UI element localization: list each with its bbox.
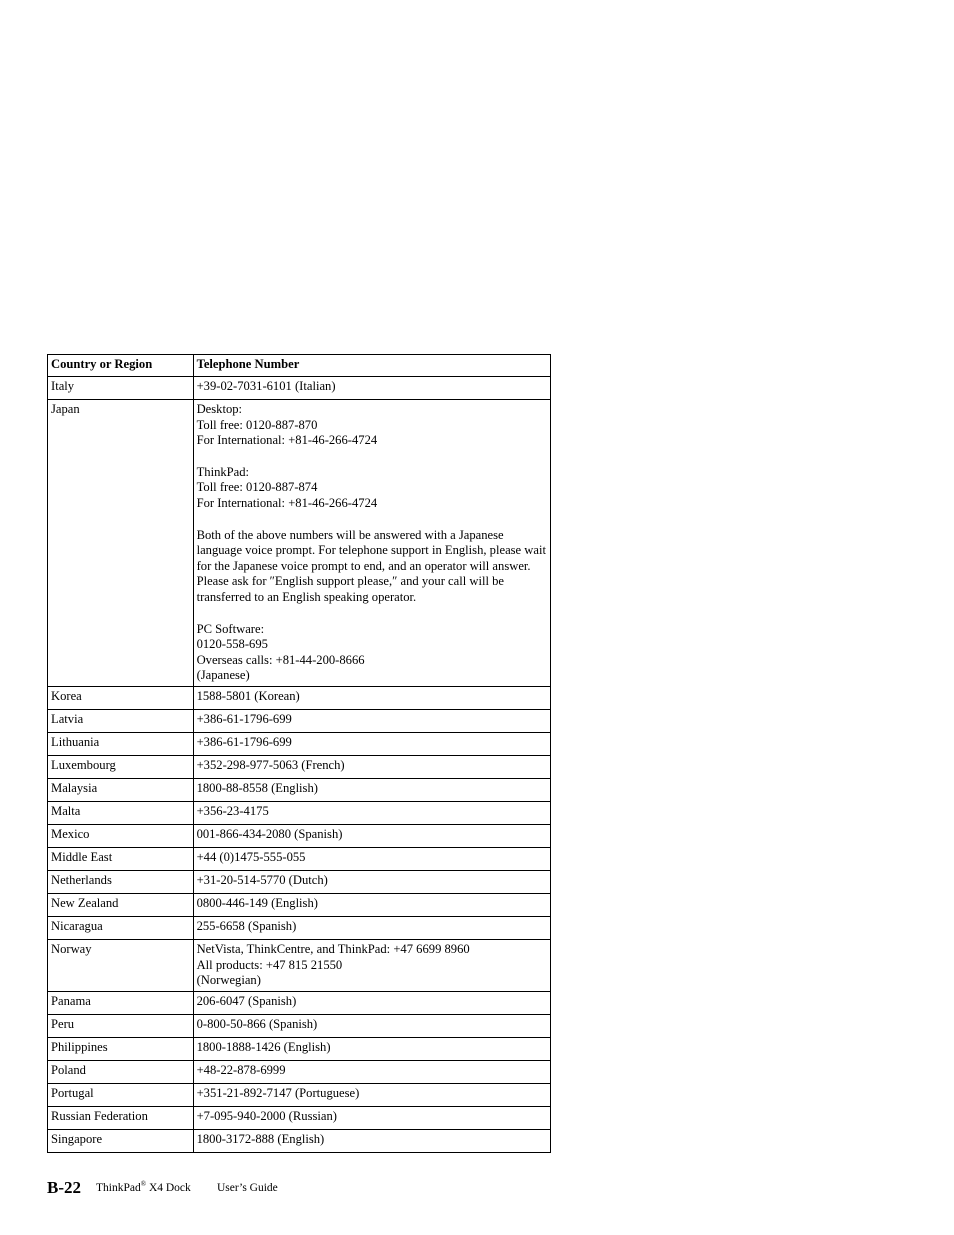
- phone-info-line: (Japanese): [196, 668, 250, 683]
- country-cell: Poland: [48, 1060, 194, 1083]
- phone-info-line: 0120-558-695: [196, 637, 268, 652]
- country-cell: Malta: [48, 801, 194, 824]
- phone-info-block: [197, 994, 547, 1010]
- table-row: [48, 893, 551, 916]
- table-row: [48, 939, 551, 991]
- phone-info-line: +352-298-977-5063 (French): [196, 757, 345, 772]
- telephone-number-cell: [193, 916, 550, 939]
- phone-info-line: 206-6047 (Spanish): [196, 993, 297, 1008]
- telephone-number-cell: [193, 755, 550, 778]
- country-cell: Panama: [48, 991, 194, 1014]
- country-cell: Malaysia: [48, 778, 194, 801]
- telephone-number-cell: [193, 1083, 550, 1106]
- phone-info-line: ThinkPad:: [196, 464, 250, 479]
- phone-info-line: For International: +81-46-266-4724: [196, 495, 378, 510]
- table-row: [48, 991, 551, 1014]
- table-row: [48, 709, 551, 732]
- registered-trademark-mark: ®: [140, 1180, 147, 1188]
- phone-info-line: (Norwegian): [196, 973, 261, 988]
- country-cell: Russian Federation: [48, 1106, 194, 1129]
- telephone-number-cell: [193, 1106, 550, 1129]
- phone-info-line: Overseas calls: +81-44-200-8666: [196, 652, 365, 667]
- telephone-number-cell: [193, 686, 550, 709]
- phone-info-block: [197, 850, 547, 866]
- table-row: [48, 1037, 551, 1060]
- telephone-number-cell: [193, 801, 550, 824]
- phone-info-line: PC Software:: [196, 621, 265, 636]
- phone-info-line: +386-61-1796-699: [196, 711, 292, 726]
- phone-info-line: All products: +47 815 21550: [196, 957, 343, 972]
- page-number: B-22: [47, 1178, 81, 1197]
- product-model: X4 Dock: [146, 1182, 191, 1194]
- phone-info-line: 1588-5801 (Korean): [196, 688, 300, 703]
- country-cell: Netherlands: [48, 870, 194, 893]
- phone-info-line: 0-800-50-866 (Spanish): [196, 1016, 318, 1031]
- phone-info-block: [197, 1040, 547, 1056]
- country-cell: Middle East: [48, 847, 194, 870]
- country-cell: Norway: [48, 939, 194, 991]
- table-row: [48, 377, 551, 400]
- phone-info-line: +356-23-4175: [196, 803, 269, 818]
- country-cell: Nicaragua: [48, 916, 194, 939]
- phone-info-line: +44 (0)1475-555-055: [196, 849, 306, 864]
- phone-info-block: [197, 804, 547, 820]
- phone-info-block: [197, 1086, 547, 1102]
- telephone-number-cell: [193, 1129, 550, 1152]
- table-row: [48, 686, 551, 709]
- phone-info-line: +351-21-892-7147 (Portuguese): [196, 1085, 360, 1100]
- phone-info-block: [197, 1109, 547, 1125]
- telephone-number-cell: [193, 709, 550, 732]
- phone-info-block: [197, 402, 547, 449]
- phone-info-block: [197, 758, 547, 774]
- header-country-or-region: Country or Region: [48, 355, 194, 377]
- phone-info-block: [197, 689, 547, 705]
- table-row: [48, 400, 551, 687]
- table-row: [48, 755, 551, 778]
- table-row: [48, 847, 551, 870]
- telephone-number-cell: [193, 1060, 550, 1083]
- table-row: [48, 824, 551, 847]
- country-cell: Japan: [48, 400, 194, 687]
- product-brand: ThinkPad: [96, 1182, 141, 1194]
- product-name: [96, 1182, 191, 1194]
- table-row: [48, 1106, 551, 1129]
- country-cell: Italy: [48, 377, 194, 400]
- phone-info-block: [197, 735, 547, 751]
- phone-info-block: [197, 873, 547, 889]
- country-cell: Luxembourg: [48, 755, 194, 778]
- phone-info-block: [197, 896, 547, 912]
- phone-info-block: [197, 712, 547, 728]
- phone-info-line: 255-6658 (Spanish): [196, 918, 297, 933]
- phone-info-line: +7-095-940-2000 (Russian): [196, 1108, 337, 1123]
- telephone-number-cell: [193, 991, 550, 1014]
- phone-info-line: 1800-1888-1426 (English): [196, 1039, 331, 1054]
- country-cell: Latvia: [48, 709, 194, 732]
- phone-info-line: Both of the above numbers will be answered with a Japanese language voice prompt. For telephone support in English, please wait for the Japanese voice prompt to end, and an operator will answer. Please ask for ″English support please,″ and your call will be transferred to an English speaking operator.: [196, 527, 546, 604]
- phone-info-block: [197, 919, 547, 935]
- table-row: [48, 1060, 551, 1083]
- phone-info-line: 0800-446-149 (English): [196, 895, 318, 910]
- country-cell: Singapore: [48, 1129, 194, 1152]
- paragraph-gap: [197, 606, 547, 622]
- phone-info-block: [197, 781, 547, 797]
- phone-info-block: [197, 1063, 547, 1079]
- telephone-number-cell: [193, 778, 550, 801]
- table-row: [48, 1014, 551, 1037]
- phone-info-line: +48-22-878-6999: [196, 1062, 286, 1077]
- country-cell: Korea: [48, 686, 194, 709]
- paragraph-gap: [197, 449, 547, 465]
- telephone-support-table: [47, 354, 551, 1153]
- telephone-number-cell: [193, 377, 550, 400]
- table-row: [48, 732, 551, 755]
- phone-info-block: [197, 528, 547, 606]
- phone-info-line: NetVista, ThinkCentre, and ThinkPad: +47 6699 8960: [196, 941, 470, 956]
- country-cell: Philippines: [48, 1037, 194, 1060]
- phone-info-line: For International: +81-46-266-4724: [196, 433, 378, 448]
- phone-info-line: 1800-3172-888 (English): [196, 1131, 325, 1146]
- telephone-number-cell: [193, 732, 550, 755]
- guide-title: User’s Guide: [217, 1182, 278, 1194]
- country-cell: Portugal: [48, 1083, 194, 1106]
- telephone-number-cell: [193, 1014, 550, 1037]
- phone-info-line: Toll free: 0120-887-870: [196, 417, 318, 432]
- telephone-number-cell: [193, 893, 550, 916]
- table-body: [48, 377, 551, 1153]
- table-row: [48, 778, 551, 801]
- phone-info-block: [197, 942, 547, 989]
- telephone-number-cell: [193, 939, 550, 991]
- country-cell: Lithuania: [48, 732, 194, 755]
- table-row: [48, 1083, 551, 1106]
- phone-info-line: +31-20-514-5770 (Dutch): [196, 872, 328, 887]
- phone-info-block: [197, 622, 547, 684]
- table-row: [48, 1129, 551, 1152]
- phone-info-block: [197, 827, 547, 843]
- phone-info-block: [197, 465, 547, 512]
- phone-info-line: Toll free: 0120-887-874: [196, 480, 318, 495]
- phone-info-block: [197, 1132, 547, 1148]
- table-header-row: [48, 355, 551, 377]
- phone-info-line: +39-02-7031-6101 (Italian): [196, 379, 336, 393]
- table-row: [48, 916, 551, 939]
- table-row: [48, 801, 551, 824]
- telephone-number-cell: [193, 400, 550, 687]
- phone-info-line: 1800-88-8558 (English): [196, 780, 318, 795]
- telephone-number-cell: [193, 824, 550, 847]
- phone-info-line: Desktop:: [196, 402, 243, 416]
- header-telephone-number: Telephone Number: [193, 355, 550, 377]
- telephone-number-cell: [193, 847, 550, 870]
- country-cell: Peru: [48, 1014, 194, 1037]
- country-cell: Mexico: [48, 824, 194, 847]
- phone-info-line: 001-866-434-2080 (Spanish): [196, 826, 343, 841]
- phone-info-block: [197, 1017, 547, 1033]
- table-row: [48, 870, 551, 893]
- phone-info-block: [197, 379, 547, 395]
- country-cell: New Zealand: [48, 893, 194, 916]
- phone-info-line: +386-61-1796-699: [196, 734, 292, 749]
- paragraph-gap: [197, 512, 547, 528]
- telephone-number-cell: [193, 870, 550, 893]
- telephone-number-cell: [193, 1037, 550, 1060]
